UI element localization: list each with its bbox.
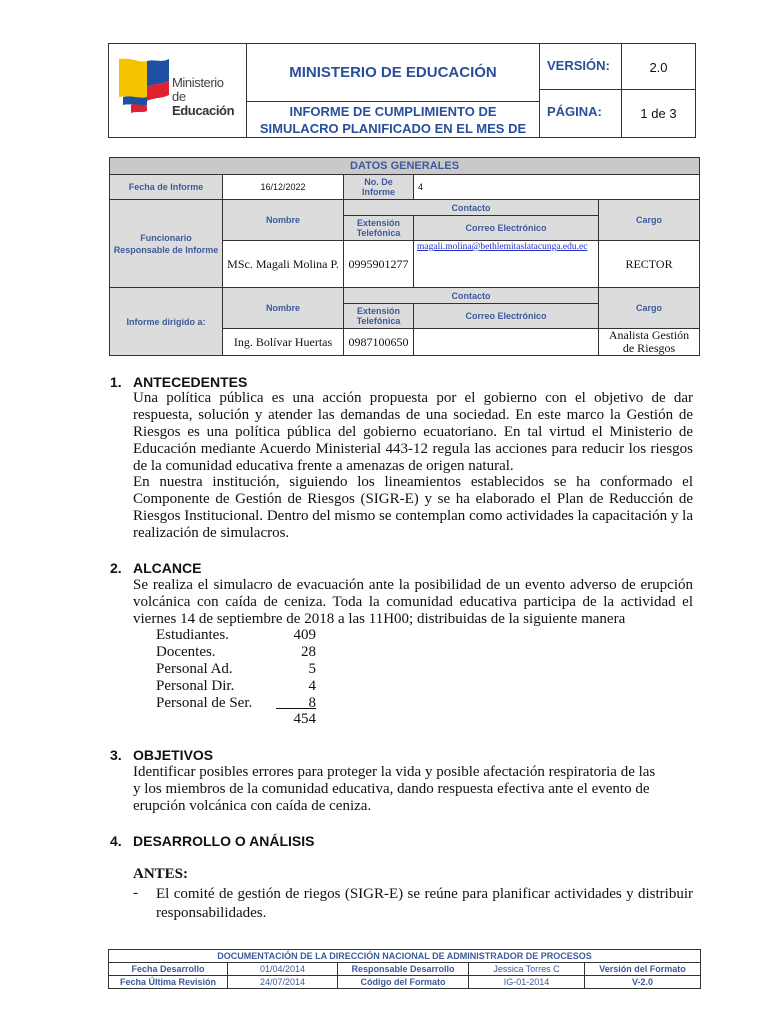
participant-total: 454 bbox=[293, 711, 316, 727]
version-value-cell bbox=[622, 44, 696, 90]
logo-line2-prefix: de bbox=[172, 89, 186, 104]
section-3-title: OBJETIVOS bbox=[133, 747, 214, 763]
ministry-logo bbox=[109, 44, 247, 137]
addressed-to-label: Informe dirigido a: bbox=[110, 288, 223, 356]
dir-role-value: Analista Gestión de Riesgos bbox=[599, 329, 700, 356]
version-value: 2.0 bbox=[649, 60, 668, 75]
page-value: 1 de 3 bbox=[640, 106, 677, 121]
footer-format-version-label: Versión del Formato bbox=[585, 963, 701, 976]
version-label-cell bbox=[540, 44, 622, 90]
footer-dev-date-value: 01/04/2014 bbox=[228, 963, 338, 976]
report-date-label: Fecha de Informe bbox=[110, 175, 223, 200]
participant-label: Personal Dir. bbox=[156, 678, 235, 694]
dir-name-value: Ing. Bolívar Huertas bbox=[223, 329, 344, 356]
participant-label: Personal de Ser. bbox=[156, 695, 253, 711]
antes-bullet-1: El comité de gestión de riegos (SIGR-E) se reúne para planificar actividades y distribuir responsabilidades. bbox=[156, 886, 693, 921]
resp-extension-header: Extensión Telefónica bbox=[344, 216, 414, 241]
footer-review-date-label: Fecha Última Revisión bbox=[109, 976, 228, 989]
dir-contact-header: Contacto bbox=[344, 288, 599, 304]
participant-label: Personal Ad. bbox=[156, 661, 233, 677]
resp-email-link[interactable]: magali.molina@bethlemitaslatacunga.edu.ec bbox=[414, 241, 599, 288]
footer-title: DOCUMENTACIÓN DE LA DIRECCIÓN NACIONAL DE ADMINISTRADOR DE PROCESOS bbox=[109, 950, 701, 963]
participant-label: Estudiantes. bbox=[156, 627, 229, 643]
section-3-number: 3. bbox=[110, 747, 122, 763]
ministry-title: MINISTERIO DE EDUCACIÓN bbox=[289, 64, 497, 81]
logo-line1: Ministerio bbox=[172, 75, 224, 90]
participant-count: 5 bbox=[308, 661, 316, 677]
antes-subheading: ANTES: bbox=[133, 866, 189, 882]
header-title-cell bbox=[247, 44, 540, 102]
footer-format-code-label: Código del Formato bbox=[338, 976, 469, 989]
responsible-official-label: Funcionario Responsable de Informe bbox=[110, 200, 223, 288]
dir-email-value bbox=[414, 329, 599, 356]
participant-count: 8 bbox=[308, 695, 316, 711]
page-label: PÁGINA: bbox=[547, 104, 602, 119]
resp-name-value: MSc. Magali Molina P. bbox=[223, 241, 344, 288]
section-4-number: 4. bbox=[110, 833, 122, 849]
section-1-number: 1. bbox=[110, 374, 122, 390]
alcance-paragraph: Se realiza el simulacro de evacuación ante la posibilidad de un evento adverso de erupción volcánica con caída de ceniza. Toda la comunidad educativa participa de la actividad el viernes 14 de septiembre de 2018 a las 11H00; distribuidas de la siguiente manera bbox=[133, 577, 693, 627]
section-1-title: ANTECEDENTES bbox=[133, 374, 248, 390]
resp-name-header: Nombre bbox=[223, 200, 344, 241]
resp-role-header: Cargo bbox=[599, 200, 700, 241]
footer-dev-owner-label: Responsable Desarrollo bbox=[338, 963, 469, 976]
report-date-value: 16/12/2022 bbox=[223, 175, 344, 200]
document-header bbox=[108, 43, 696, 138]
bullet-dash: - bbox=[133, 885, 138, 901]
section-3-heading bbox=[110, 747, 213, 763]
logo-wordmark bbox=[172, 76, 246, 118]
report-title-line1: INFORME DE CUMPLIMIENTO DE bbox=[289, 103, 497, 119]
resp-role-value: RECTOR bbox=[599, 241, 700, 288]
sum-underline bbox=[276, 708, 316, 709]
logo-line2-bold: Educación bbox=[172, 103, 235, 118]
general-section-title: DATOS GENERALES bbox=[110, 158, 700, 175]
general-data-table bbox=[109, 157, 700, 356]
objetivos-paragraph: Identificar posibles errores para proteger la vida y posible afectación respiratoria de las y los miembros de la comunidad educativa, dando respuesta efectiva ante el evento de erupción volcánica con caída de ceniza. bbox=[133, 764, 656, 814]
ecuador-flag-icon bbox=[117, 57, 173, 117]
dir-extension-header: Extensión Telefónica bbox=[344, 304, 414, 329]
footer-format-version-value: V-2.0 bbox=[585, 976, 701, 989]
footer-dev-date-label: Fecha Desarrollo bbox=[109, 963, 228, 976]
section-1-heading bbox=[110, 374, 247, 390]
dir-email-header: Correo Electrónico bbox=[414, 304, 599, 329]
antecedentes-paragraph-2: En nuestra institución, siguiendo los lineamientos establecidos se ha conformado el Componente de Gestión de Riesgos (SIGR-E) y se ha elaborado el Plan de Reducción de Riesgos Institucional. Dentro del mismo se contemplan como actividades la capacitación y la realización de simulacros. bbox=[133, 474, 693, 541]
section-2-number: 2. bbox=[110, 560, 122, 576]
section-4-title: DESARROLLO O ANÁLISIS bbox=[133, 833, 315, 849]
participant-count: 409 bbox=[293, 627, 316, 643]
resp-extension-value: 0995901277 bbox=[344, 241, 414, 288]
page-label-cell bbox=[540, 90, 622, 137]
footer-format-code-value: IG-01-2014 bbox=[469, 976, 585, 989]
version-label: VERSIÓN: bbox=[547, 58, 610, 73]
report-number-value: 4 bbox=[414, 175, 700, 200]
participant-count: 28 bbox=[301, 644, 316, 660]
participant-count: 4 bbox=[308, 678, 316, 694]
page-value-cell bbox=[622, 90, 696, 137]
resp-contact-header: Contacto bbox=[344, 200, 599, 216]
footer-review-date-value: 24/07/2014 bbox=[228, 976, 338, 989]
section-2-heading bbox=[110, 560, 201, 576]
document-control-footer bbox=[108, 949, 701, 989]
dir-extension-value: 0987100650 bbox=[344, 329, 414, 356]
resp-email-header: Correo Electrónico bbox=[414, 216, 599, 241]
report-number-label: No. De Informe bbox=[344, 175, 414, 200]
participant-label: Docentes. bbox=[156, 644, 216, 660]
section-2-title: ALCANCE bbox=[133, 560, 202, 576]
section-4-heading bbox=[110, 833, 315, 849]
antecedentes-paragraph-1: Una política pública es una acción propuesta por el gobierno con el objetivo de dar respuesta, solución y atender las demandas de una sociedad. En este marco la Gestión de Riesgos es una política pública del gobierno ecuatoriano. En tal virtud el Ministerio de Educación mediante Acuerdo Ministerial 443-12 regula las acciones para reducir los riesgos de la comunidad educativa frente a amenazas de origen natural. bbox=[133, 390, 693, 474]
dir-role-header: Cargo bbox=[599, 288, 700, 329]
report-title-line2: SIMULACRO PLANIFICADO EN EL MES DE bbox=[259, 120, 527, 136]
dir-name-header: Nombre bbox=[223, 288, 344, 329]
header-subtitle-cell bbox=[247, 102, 540, 137]
footer-dev-owner-value: Jessica Torres C bbox=[469, 963, 585, 976]
